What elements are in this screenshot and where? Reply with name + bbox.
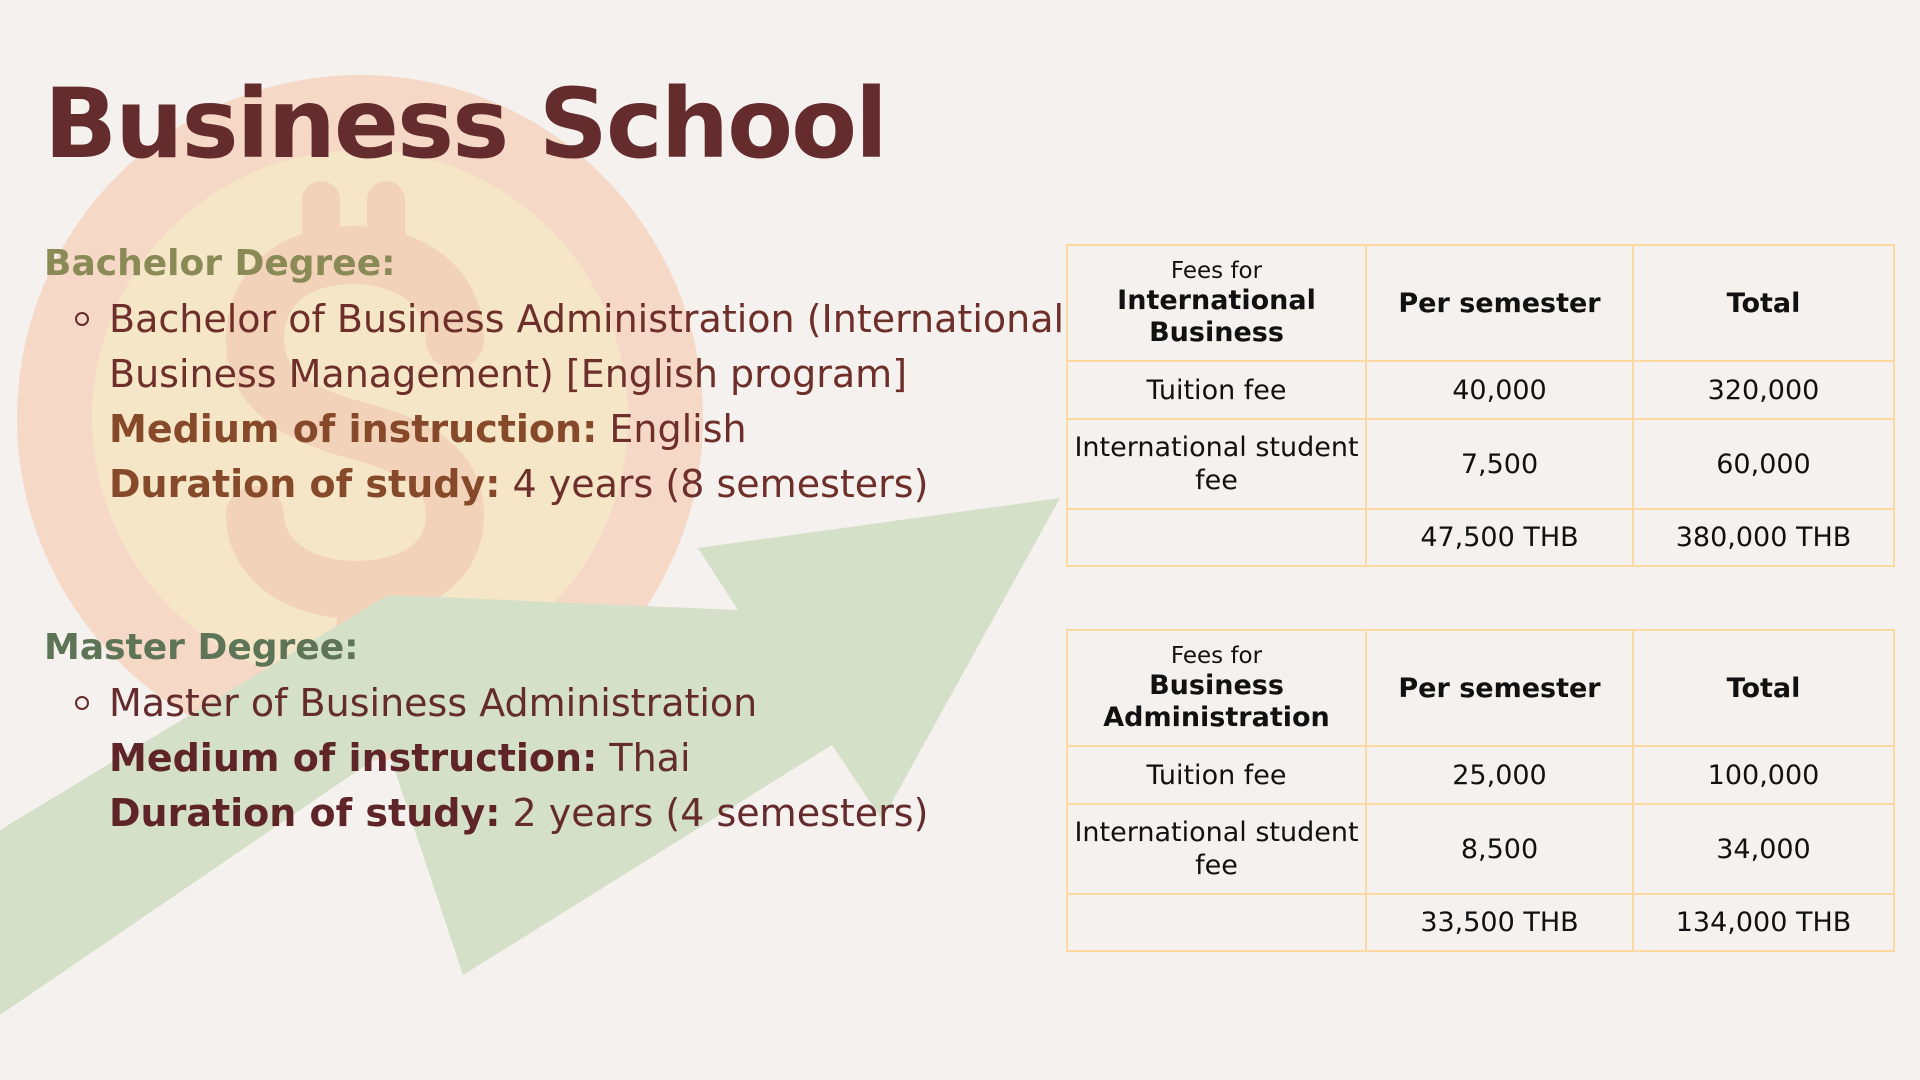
per-semester-value: 25,000 xyxy=(1366,746,1633,804)
duration-label: Duration of study: xyxy=(109,791,501,835)
fees-for-cell xyxy=(1067,630,1366,746)
bachelor-lines xyxy=(109,292,1064,512)
duration-value: 4 years (8 semesters) xyxy=(500,462,929,506)
medium-label: Medium of instruction: xyxy=(109,736,598,780)
table-total-row xyxy=(1067,894,1894,951)
master-program-line1: Master of Business Administration xyxy=(109,681,758,725)
bachelor-duration xyxy=(109,457,1064,512)
bachelor-details xyxy=(75,292,1064,512)
table-header-row xyxy=(1067,245,1894,361)
per-semester-value: 7,500 xyxy=(1366,419,1633,509)
master-heading: Master Degree: xyxy=(44,627,359,668)
bachelor-list-item xyxy=(75,292,1064,512)
duration-label: Duration of study: xyxy=(109,462,501,506)
total-value: 100,000 xyxy=(1633,746,1894,804)
table-row xyxy=(1067,361,1894,419)
per-semester-header: Per semester xyxy=(1366,245,1633,361)
master-medium xyxy=(109,731,928,786)
row-label: Tuition fee xyxy=(1067,746,1366,804)
bachelor-medium xyxy=(109,402,1064,457)
duration-value: 2 years (4 semesters) xyxy=(500,791,929,835)
per-semester-value: 8,500 xyxy=(1366,804,1633,894)
row-label: International student fee xyxy=(1067,804,1366,894)
total-value: 60,000 xyxy=(1633,419,1894,509)
medium-value: English xyxy=(597,407,747,451)
bullet-icon xyxy=(75,312,89,326)
total-header: Total xyxy=(1633,630,1894,746)
medium-label: Medium of instruction: xyxy=(109,407,598,451)
bachelor-program-line2: Business Management) [English program] xyxy=(109,352,908,396)
master-duration xyxy=(109,786,928,841)
master-lines xyxy=(109,676,928,841)
table-row xyxy=(1067,804,1894,894)
fees-for-cell xyxy=(1067,245,1366,361)
table-total-row xyxy=(1067,509,1894,566)
fees-for-label: Fees for xyxy=(1170,258,1263,284)
table-header-row xyxy=(1067,630,1894,746)
total-value: 320,000 xyxy=(1633,361,1894,419)
medium-value: Thai xyxy=(597,736,691,780)
row-label: Tuition fee xyxy=(1067,361,1366,419)
program-name: Business Administration xyxy=(1103,670,1330,733)
per-semester-value: 40,000 xyxy=(1366,361,1633,419)
row-label: International student fee xyxy=(1067,419,1366,509)
master-details xyxy=(75,676,928,841)
page-title: Business School xyxy=(44,68,886,180)
sum-per-semester: 47,500 THB xyxy=(1366,509,1633,566)
total-header: Total xyxy=(1633,245,1894,361)
total-value: 34,000 xyxy=(1633,804,1894,894)
bachelor-fees-table xyxy=(1066,244,1895,567)
master-fees-table xyxy=(1066,629,1895,952)
empty-cell xyxy=(1067,894,1366,951)
bullet-icon xyxy=(75,696,89,710)
program-name: International Business xyxy=(1117,285,1316,348)
sum-total: 380,000 THB xyxy=(1633,509,1894,566)
bachelor-heading: Bachelor Degree: xyxy=(44,243,396,284)
bachelor-program-line1: Bachelor of Business Administration (International xyxy=(109,297,1065,341)
sum-total: 134,000 THB xyxy=(1633,894,1894,951)
master-list-item xyxy=(75,676,928,841)
empty-cell xyxy=(1067,509,1366,566)
sum-per-semester: 33,500 THB xyxy=(1366,894,1633,951)
per-semester-header: Per semester xyxy=(1366,630,1633,746)
table-row xyxy=(1067,419,1894,509)
fees-for-label: Fees for xyxy=(1170,643,1263,669)
table-row xyxy=(1067,746,1894,804)
